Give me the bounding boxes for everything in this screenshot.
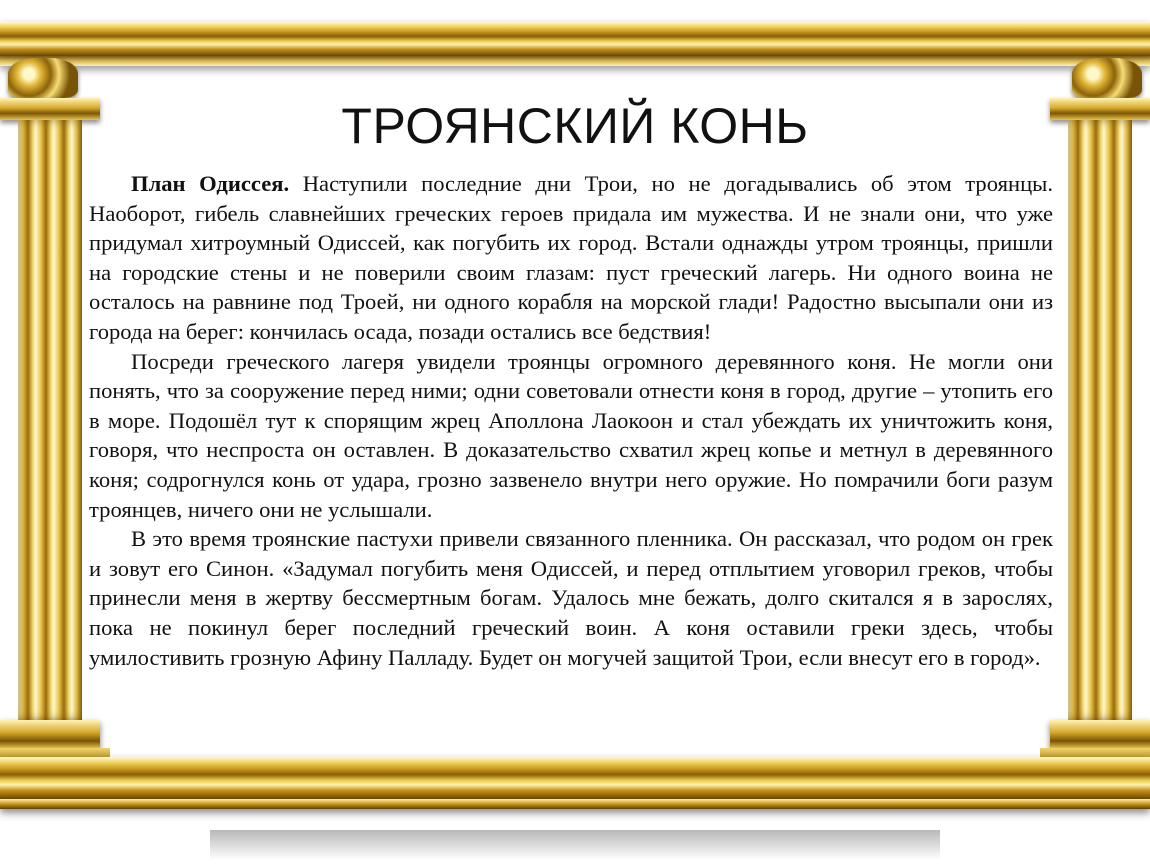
left-column-shaft xyxy=(18,120,82,720)
right-column xyxy=(1050,50,1150,810)
paragraph-1-body: Наступили последние дни Трои, но не догадывались об этом троянцы. Наоборот, гибель славнейших греческих героев придала им мужества. И не знали они, что уже придумал хитроумный Одиссей, как погубить их город. Встали однажды утром троянцы, пришли на городские стены и не поверили своим глазам: пуст греческий лагерь. Ни одного воина не осталось на равнине под Троей, ни одного корабля на морской глади! Радостно высыпали они из города на берег: кончилась осада, позади остались все бедствия! xyxy=(89,171,1054,344)
right-column-base xyxy=(1050,720,1150,748)
frame-top-molding xyxy=(0,56,1150,66)
right-column-capital-scroll xyxy=(1072,58,1142,98)
paragraph-2 xyxy=(89,347,1053,525)
left-column-capital-scroll xyxy=(8,58,78,98)
paragraph-2-body: Посреди греческого лагеря увидели троянцы огромного деревянного коня. Не могли они понять, что за сооружение перед ними; одни советовали отнести коня в город, другие – утопить его в море. Подошёл тут к спорящим жрец Аполлона Лаокоон и стал убеждать их уничтожить коня, говоря, что неспроста он оставлен. В доказательство схватил жрец копье и метнул в деревянного коня; содрогнулся конь от удара, грозно зазвенело внутри него оружие. Но помрачили боги разум троянцев, ничего они не услышали. xyxy=(89,348,1053,522)
frame-bottom-molding xyxy=(0,799,1150,809)
page-title: ТРОЯНСКИЙ КОНЬ xyxy=(341,98,809,154)
right-column-shaft xyxy=(1068,120,1132,720)
frame-shadow xyxy=(210,830,940,860)
frame-bottom-beam xyxy=(0,757,1150,799)
left-column xyxy=(0,50,100,810)
paragraph-3-body: В это время троянские пастухи привели связанного пленника. Он рассказал, что родом он грек и зовут его Синон. «Задумал погубить меня Одиссей, и перед отплытием уговорил греков, чтобы принесли меня в жертву бессмертным богам. Удалось мне бежать, долго скитался я в зарослях, пока не покинул берег последний греческий воин. А коня оставили греки здесь, чтобы умилостивить грозную Афину Палладу. Будет он могучей защитой Трои, если внесут его в город». xyxy=(89,526,1053,670)
left-column-base xyxy=(0,720,100,748)
paragraph-3 xyxy=(89,524,1053,672)
frame-top-beam xyxy=(0,22,1150,56)
story-text xyxy=(89,169,1053,672)
paragraph-1 xyxy=(89,169,1053,347)
paragraph-1-lead: План Одиссея. xyxy=(131,171,290,196)
